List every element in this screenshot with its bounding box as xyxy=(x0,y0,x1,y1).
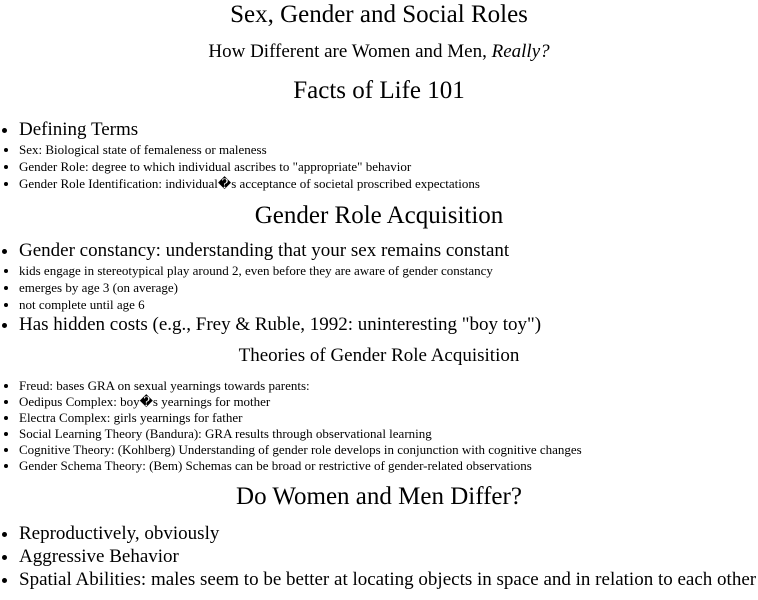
list-item: • Has hidden costs (e.g., Frey & Ruble, 1992: uninteresting "boy toy") xyxy=(19,313,758,336)
list-item: • Gender Role Identification: individual�s acceptance of societal proscribed expectations xyxy=(19,175,758,192)
section-heading-acquisition: Gender Role Acquisition xyxy=(254,202,504,229)
list-item: • Cognitive Theory: (Kohlberg) Understanding of gender role develops in conjunction with cognitive changes xyxy=(19,442,758,458)
list-item: • not complete until age 6 xyxy=(19,296,758,313)
page-subtitle xyxy=(0,40,758,64)
list-item: • Gender constancy: understanding that your sex remains constant xyxy=(19,239,758,262)
subtitle-emphasis: Really? xyxy=(491,41,550,62)
list-item: • Gender Role: degree to which individual ascribes to "appropriate" behavior xyxy=(19,158,758,175)
list-item: • kids engage in stereotypical play around 2, even before they are aware of gender constancy xyxy=(19,262,758,279)
section-heading-theories: Theories of Gender Role Acquisition xyxy=(238,345,520,366)
list-item: • Freud: bases GRA on sexual yearnings towards parents: xyxy=(19,378,758,394)
page-title: Sex, Gender and Social Roles xyxy=(230,1,528,28)
list-item: • Aggressive Behavior xyxy=(19,545,758,568)
list-item: • Electra Complex: girls yearnings for father xyxy=(19,410,758,426)
acquisition-list xyxy=(0,239,758,336)
list-item: • Oedipus Complex: boy�s yearnings for mother xyxy=(19,394,758,410)
subtitle-text: How Different are Women and Men, xyxy=(208,41,492,62)
list-item: • Defining Terms xyxy=(19,118,758,141)
list-item: • Social Learning Theory (Bandura): GRA results through observational learning xyxy=(19,426,758,442)
section-heading-facts: Facts of Life 101 xyxy=(293,77,465,104)
section-heading-differ: Do Women and Men Differ? xyxy=(236,483,522,510)
list-item: • emerges by age 3 (on average) xyxy=(19,279,758,296)
facts-list xyxy=(0,118,758,192)
differ-list xyxy=(0,522,758,591)
list-item: • Sex: Biological state of femaleness or maleness xyxy=(19,141,758,158)
list-item: • Reproductively, obviously xyxy=(19,522,758,545)
list-item: • Gender Schema Theory: (Bem) Schemas can be broad or restrictive of gender-related observations xyxy=(19,458,758,474)
list-item: • Spatial Abilities: males seem to be better at locating objects in space and in relation to each other xyxy=(19,568,758,591)
theories-list xyxy=(0,378,758,474)
